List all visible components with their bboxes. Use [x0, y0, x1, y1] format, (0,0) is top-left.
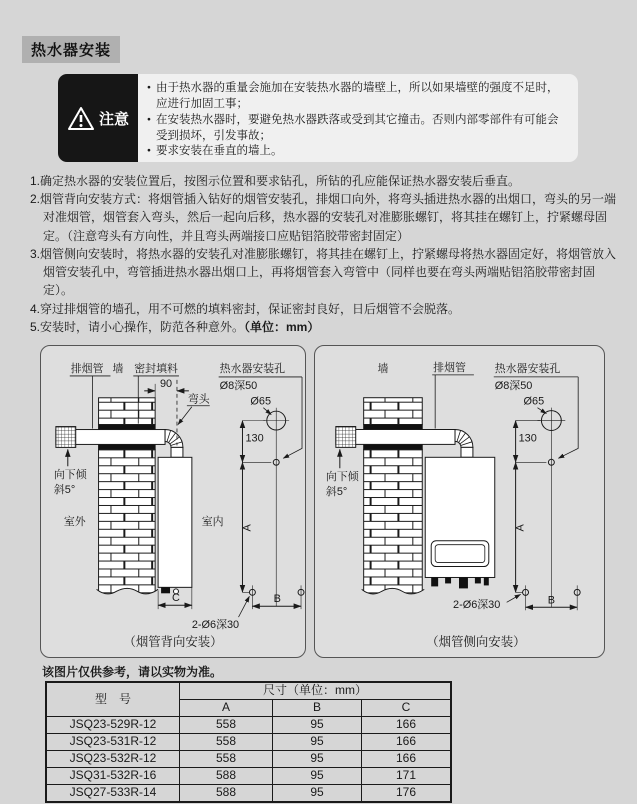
- instruction-item: 1.确定热水器的安装位置后，按图示位置和要求钻孔，所钻的孔应能保证热水器安装后垂直。: [30, 174, 521, 188]
- label-bottom-holes: 2-Ø6深30: [191, 619, 240, 632]
- warning-label: 注意: [98, 110, 129, 128]
- warning-bullet-list: [147, 81, 568, 160]
- diagram-caption: （烟管侧向安装）: [426, 635, 526, 649]
- label-dim-A: A: [514, 524, 527, 532]
- label-dim-B: B: [547, 594, 556, 607]
- dim-c-cell: 176: [362, 785, 452, 803]
- label-tilt-2: 斜5°: [53, 484, 76, 497]
- model-cell: JSQ23-531R-12: [46, 734, 180, 751]
- diagram-flue-back: [41, 346, 305, 657]
- dim-a-cell: 558: [180, 751, 273, 768]
- water-heater-front: [425, 457, 495, 588]
- label-mount-hole: 热水器安装孔: [494, 362, 561, 375]
- dim-a-cell: 588: [180, 785, 273, 803]
- label-tilt-1: 向下倾: [325, 471, 359, 484]
- dim-c-cell: 171: [362, 768, 452, 785]
- water-heater-side: [158, 457, 192, 593]
- table-row: [46, 785, 451, 803]
- dim-c-cell: 166: [362, 717, 452, 734]
- model-cell: JSQ27-533R-14: [46, 785, 180, 803]
- label-d65: Ø65: [250, 395, 272, 408]
- dim-a-cell: 558: [180, 717, 273, 734]
- label-dim-C: C: [172, 592, 180, 605]
- wall: [362, 398, 425, 603]
- unit-note: （单位：mm）: [244, 319, 320, 334]
- dim-b-cell: 95: [273, 785, 362, 803]
- label-seal-filler: 密封填料: [134, 362, 178, 375]
- dim-c-cell: 166: [362, 734, 452, 751]
- label-wall: 墙: [377, 362, 389, 375]
- label-dim-90: 90: [159, 377, 173, 390]
- warning-bullet: ● 由于热水器的重量会施加在安装热水器的墙壁上，所以如果墙壁的强度不足时，应进行加固工事；: [147, 81, 568, 113]
- dim-a-cell: 558: [180, 734, 273, 751]
- warning-triangle-icon: [67, 106, 95, 131]
- instruction-item: 2.烟管背向安装方式：将烟管插入钻好的烟管安装孔，排烟口向外，将弯头插进热水器的出烟口，弯头的另一端对准烟管，烟管套入弯头，然后一起向后移，热水器的安装孔对准膨胀螺钉，将其挂在螺钉上，拧紧螺母固定。（注意弯头有方向性，并且弯头两端接口应贴铝箔胶带密封固定）: [30, 192, 617, 243]
- dim-c-cell: 166: [362, 751, 452, 768]
- dimension-table: [45, 681, 452, 803]
- label-dim-130: 130: [518, 432, 537, 445]
- label-hole-spec: Ø8深50: [494, 379, 533, 392]
- label-dim-A: A: [241, 524, 254, 532]
- label-elbow: 弯头: [187, 393, 210, 406]
- model-cell: JSQ23-529R-12: [46, 717, 180, 734]
- label-tilt-2: 斜5°: [325, 486, 348, 499]
- table-row: [46, 751, 451, 768]
- header-size: 尺寸（单位：mm）: [180, 682, 452, 700]
- header-col-a: A: [180, 700, 273, 717]
- label-mount-hole: 热水器安装孔: [219, 362, 286, 375]
- warning-box: [58, 74, 578, 162]
- diagram-flue-back-box: [40, 345, 306, 658]
- label-dim-130: 130: [245, 432, 264, 445]
- dim-b-cell: 95: [273, 717, 362, 734]
- header-col-c: C: [362, 700, 452, 717]
- model-cell: JSQ23-532R-12: [46, 751, 180, 768]
- label-bottom-holes: 2-Ø6深30: [453, 599, 501, 612]
- label-tilt-1: 向下倾: [53, 469, 87, 482]
- table-header-row: [46, 682, 451, 700]
- model-cell: JSQ31-532R-16: [46, 768, 180, 785]
- label-exhaust-pipe: 排烟管: [70, 362, 104, 375]
- table-row: [46, 768, 451, 785]
- header-col-b: B: [273, 700, 362, 717]
- table-row: [46, 717, 451, 734]
- label-outdoor: 室外: [63, 515, 86, 528]
- warning-body: [138, 74, 578, 162]
- dim-a-cell: 588: [180, 768, 273, 785]
- instruction-item: 4.穿过排烟管的墙孔，用不可燃的填料密封，保证密封良好，日后烟管不会脱落。: [30, 301, 461, 316]
- dim-b-cell: 95: [273, 768, 362, 785]
- dim-b-cell: 95: [273, 751, 362, 768]
- diagram-flue-side-box: [314, 345, 605, 658]
- label-indoor: 室内: [201, 515, 224, 528]
- label-wall: 墙: [112, 362, 124, 375]
- wall: [97, 398, 159, 602]
- label-dim-B: B: [273, 593, 281, 606]
- dim-b-cell: 95: [273, 734, 362, 751]
- warning-bullet: ● 要求安装在垂直的墙上。: [147, 144, 568, 160]
- diagram-caption: （烟管背向安装）: [123, 634, 223, 649]
- table-row: [46, 734, 451, 751]
- label-exhaust-pipe: 排烟管: [433, 361, 466, 374]
- instruction-item: 3.烟管侧向安装时，将热水器的安装孔对准膨胀螺钉，将其挂在螺钉上，拧紧螺母将热水器固定好，将烟管放入烟管安装孔中，弯管插进热水器出烟口上，再将烟管套入弯管中（同样也要在弯头两端贴铝箔胶带密封固定）。: [30, 246, 617, 298]
- header-model: 型 号: [46, 682, 180, 717]
- instruction-list: [30, 172, 616, 336]
- warning-bullet: ● 在安装热水器时，要避免热水器跌落或受到其它撞击。否则内部零部件有可能会受到损坏，引发事故；: [147, 113, 568, 145]
- page-title: 热水器安装: [22, 36, 120, 63]
- diagram-flue-side: [315, 346, 604, 657]
- reference-note: 该图片仅供参考，请以实物为准。: [42, 665, 223, 679]
- instruction-item: [30, 318, 616, 336]
- instruction-text: 5.安装时，请小心操作，防范各种意外。: [30, 319, 245, 334]
- warning-header: [58, 74, 138, 162]
- label-d65: Ø65: [523, 395, 545, 408]
- label-hole-spec: Ø8深50: [219, 379, 258, 392]
